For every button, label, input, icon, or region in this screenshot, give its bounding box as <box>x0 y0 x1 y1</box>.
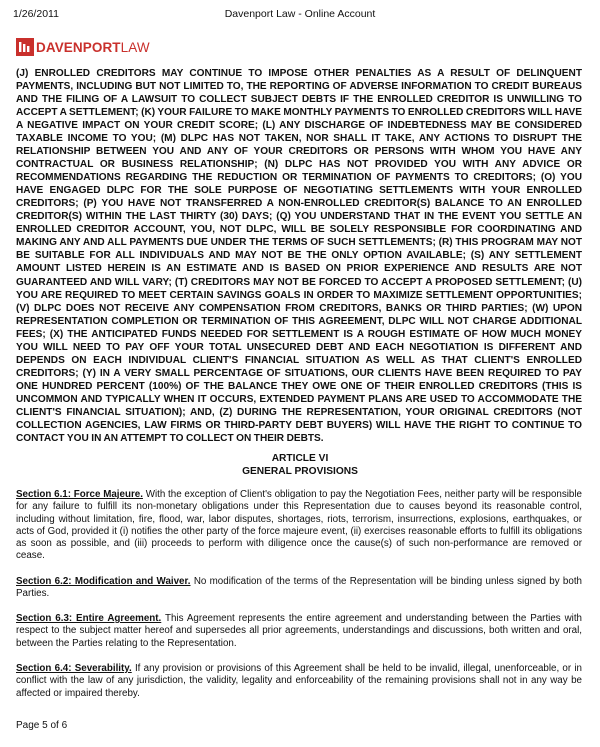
section-text: This Agreement represents the entire agreement and understanding between the Parties with respect to the subject matter hereof and supersedes all prior agreements, understandings and discussions, both written and oral, between the Parties relating to the Representation. <box>16 613 583 649</box>
section-heading: Section 6.4: Severability. <box>16 663 132 674</box>
section-heading: Section 6.1: Force Majeure. <box>16 489 143 500</box>
section-text: If any provision or provisions of this Agreement shall be held to be invalid, illegal, unenforceable, or in conflict with the law of any jurisdiction, the validity, legality and enforceability of the remaining provisions shall not in any way be affected or impaired thereby. <box>16 663 582 699</box>
logo-mark-icon <box>16 38 34 56</box>
page-header <box>13 8 587 22</box>
section-modification-waiver <box>16 576 582 601</box>
logo-word-bold: DAVENPORT <box>36 39 121 55</box>
page-number: Page 5 of 6 <box>16 720 68 731</box>
davenport-law-logo <box>16 38 150 56</box>
section-heading: Section 6.2: Modification and Waiver. <box>16 576 191 587</box>
article-heading <box>0 453 600 478</box>
article-title: GENERAL PROVISIONS <box>242 465 358 477</box>
header-date: 1/26/2011 <box>13 8 59 20</box>
acknowledgements-paragraph: (J) ENROLLED CREDITORS MAY CONTINUE TO IMPOSE OTHER PENALTIES AS A RESULT OF DELINQUENT PAYMENTS, INCLUDING BUT NOT LIMITED TO, THE REPORTING OF ADVERSE INFORMATION TO CREDIT BUREAUS AND THE FILING OF A LAWSUIT TO COLLECT SUBJECT DEBTS IF THE ENROLLED CREDITOR IS UNWILLING TO ACCEPT A SETTLEMENT; (K) YOUR FAILURE TO MAKE MONTHLY PAYMENTS TO ENROLLED CREDITORS WILL HAVE A NEGATIVE IMPACT ON YOUR CREDIT SCORE; (L) ANY DISCHARGE OF INDEBTEDNESS MAY BE CONSIDERED TAXABLE INCOME TO YOU; (M) DLPC HAS NOT TAKEN, NOR SHALL IT TAKE, ANY ACTIONS TO DISRUPT THE RELATIONSHIP BETWEEN YOU AND ANY OF YOUR CREDITORS OR PERSONS WITH WHOM YOU HAVE ANY CONTRACTUAL OR BUSINESS RELATIONSHIP; (N) DLPC HAS NOT PROVIDED YOU WITH ANY ADVICE OR RECOMMENDATIONS REGARDING THE REDUCTION OR TERMINATION OF PAYMENTS TO CREDITORS; (O) YOU HAVE ENGAGED DLPC FOR THE SOLE PURPOSE OF NEGOTIATING SETTLEMENTS WITH YOUR ENROLLED CREDITORS; (P) YOU HAVE NOT TRANSFERRED A NON-ENROLLED CREDITOR(S) BALANCE TO AN ENROLLED CREDITOR(S) WITHIN THE LAST THIRTY (30) DAYS; (Q) YOU UNDERSTAND THAT IN THE EVENT YOU SETTLE AN ENROLLED CREDITOR ACCOUNT, YOU, NOT DLPC, WILL BE SOLELY RESPONSIBLE FOR COORDINATING AND MAKING ANY AND ALL PAYMENTS DUE UNDER THE TERMS OF SUCH SETTLEMENTS; (R) THIS PROGRAM MAY NOT BE SUITABLE FOR ALL INDIVIDUALS AND MAY NOT BE THE ONLY OPTION AVAILABLE; (S) ANY SETTLEMENT AMOUNT LISTED HEREIN IS AN ESTIMATE AND IS BASED ON PRIOR EXPERIENCE AND RESULTS ARE NOT GUARANTEED AND WILL VARY; (T) CREDITORS MAY NOT BE FORCED TO ACCEPT A PROPOSED SETTLEMENT; (U) YOU ARE REQUIRED TO MEET CERTAIN SAVINGS GOALS IN ORDER TO MAXIMIZE SETTLEMENT OPPORTUNITIES; (V) DLPC DOES NOT RECEIVE ANY COMPENSATION FROM CREDITORS, BANKS OR THIRD PARTIES; (W) UPON REPRESENTATION COMPLETION OR TERMINATION OF THIS AGREEMENT, DLPC WILL NOT CHARGE ADDITIONAL FEES; (X) THE ANTICIPATED FUNDS NEEDED FOR SETTLEMENT IS A ROUGH ESTIMATE OF HOW MUCH MONEY YOU WILL NEED TO PAY OFF YOUR TOTAL UNSECURED DEBT AND EACH NEGOTIATION IS DIFFERENT AND DEPENDS ON EACH INDIVIDUAL CLIENT'S FINANCIAL SITUATION AS WELL AS THAT CLIENT'S ENROLLED CREDITORS; (Y) IN A VERY SMALL PERCENTAGE OF SITUATIONS, OUR CLIENTS HAVE BEEN REQUIRED TO PAY ONE HUNDRED PERCENT (100%) OF THE BALANCE THEY OWE ONE OF THEIR ENROLLED CREDITORS (THIS IS UNCOMMON AND TYPICALLY WHEN IT OCCURS, EXTENDED PAYMENT PLANS ARE USED TO ACCOMMODATE THE CLIENT'S FINANCIAL SITUATION); AND, (Z) DURING THE REPRESENTATION, YOUR ORIGINAL CREDITORS (NOT COLLECTION AGENCIES, LAW FIRMS OR THIRD-PARTY DEBT BUYERS) WILL HAVE THE RIGHT TO CONTINUE TO CONTACT YOU IN AN ATTEMPT TO COLLECT ON THEIR DEBTS. <box>16 68 582 444</box>
section-entire-agreement <box>16 613 582 650</box>
section-text: With the exception of Client's obligation to pay the Negotiation Fees, neither party will be responsible for any failure to fulfill its non-monetary obligations under this Representation due to causes beyond its reasonable control, including without limitation, fire, flood, war, labor disputes, shortages, riots, terrorism, insurrections, explosions, earthquakes, or acts of God, provided it (i) notifies the other party of the force majeure event, (ii) exercises reasonable efforts to fulfill its obligations as soon as possible, and (iii) proceeds to perform with diligence once the cause(s) of such non-performance are removed or cease. <box>16 489 583 562</box>
section-text: No modification of the terms of the Representation will be binding unless signed by both Parties. <box>16 576 582 600</box>
article-number: ARTICLE VI <box>271 453 329 464</box>
logo-word-light: LAW <box>120 39 150 55</box>
section-severability <box>16 663 582 700</box>
section-heading: Section 6.3: Entire Agreement. <box>16 613 162 624</box>
section-force-majeure <box>16 489 582 563</box>
header-title: Davenport Law - Online Account <box>224 8 376 20</box>
